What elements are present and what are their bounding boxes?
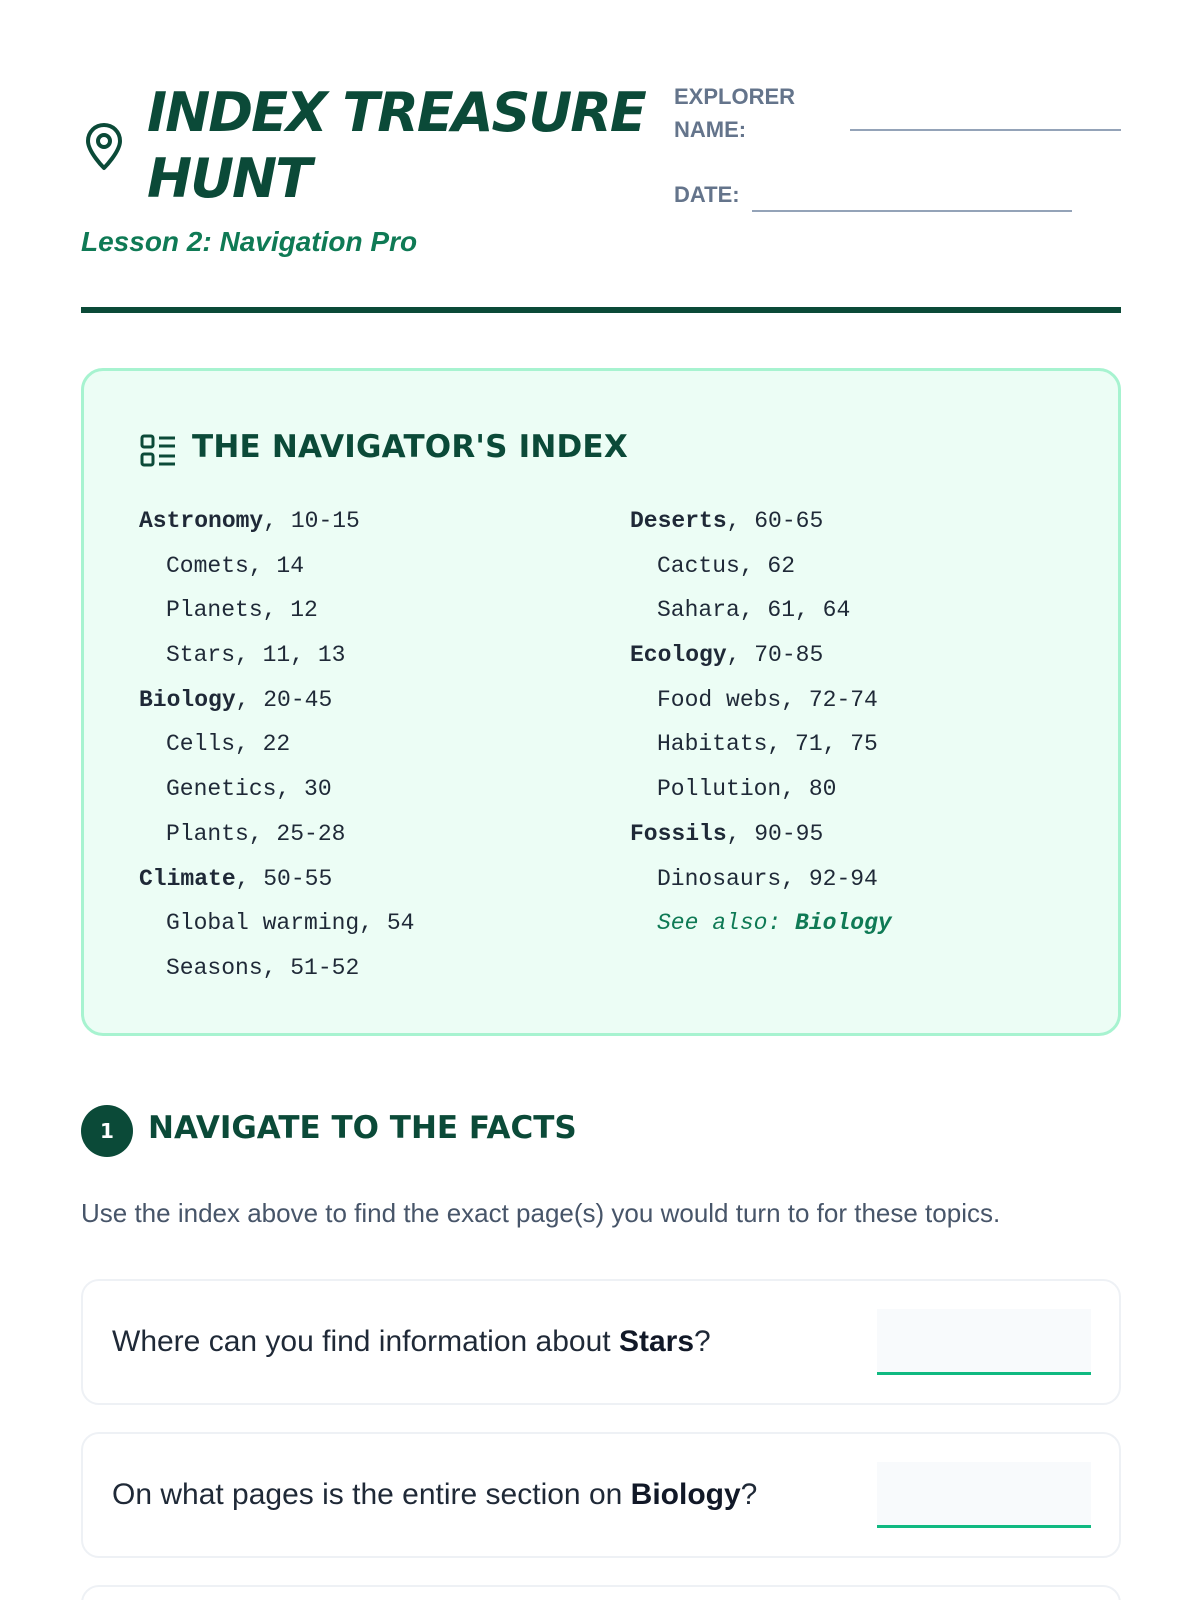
- index-entry: [630, 499, 1090, 544]
- index-term: Ecology: [630, 642, 727, 669]
- index-subentry: [139, 633, 599, 678]
- index-term: Plants: [166, 820, 249, 847]
- index-pages: , 50-55: [235, 865, 333, 892]
- index-term: Biology: [139, 686, 236, 713]
- index-pages: , 51-52: [262, 954, 360, 981]
- index-term: Cactus: [657, 552, 740, 579]
- index-pages: , 70-85: [726, 642, 824, 669]
- index-term: Astronomy: [139, 508, 264, 534]
- index-entry: [139, 678, 599, 723]
- index-pages: , 14: [248, 552, 305, 579]
- index-subentry: [139, 588, 599, 633]
- index-subentry: [139, 722, 599, 767]
- index-subentry: [630, 588, 1090, 633]
- answer-input[interactable]: [877, 1309, 1091, 1375]
- question-card: [81, 1585, 1121, 1600]
- index-title: THE NAVIGATOR'S INDEX: [192, 429, 628, 465]
- index-pages: , 12: [262, 597, 318, 624]
- question-text-part: Where can you find information about: [112, 1325, 619, 1358]
- question-text-part: ?: [694, 1325, 711, 1358]
- question-text-part: ?: [740, 1478, 758, 1511]
- index-pages: , 92-94: [781, 865, 878, 892]
- index-entry: [139, 857, 599, 902]
- index-column-left: [139, 499, 599, 991]
- index-term: Fossils: [630, 820, 727, 847]
- index-subentry: [630, 678, 1090, 723]
- navigators-index-panel: [81, 368, 1121, 1036]
- index-subentry: [630, 767, 1090, 812]
- index-term: Pollution: [657, 776, 782, 803]
- index-pages: , 90-95: [726, 820, 824, 847]
- question-text-part: On what pages is the entire section on: [112, 1478, 631, 1511]
- index-pages: , 10-15: [263, 508, 360, 534]
- index-subentry: [630, 544, 1090, 589]
- index-subentry: [139, 946, 599, 991]
- explorer-name-label: EXPLORER NAME:: [674, 84, 796, 142]
- index-subentry: [139, 544, 599, 589]
- index-entry: [630, 633, 1090, 678]
- question-card: [81, 1432, 1121, 1558]
- index-column-right: [630, 499, 1090, 946]
- question-keyword: Stars: [618, 1325, 694, 1358]
- index-term: Climate: [139, 865, 236, 892]
- see-also-reference: [630, 901, 1090, 946]
- question-text: [112, 1434, 757, 1556]
- section-instructions: Use the index above to find the exact page(s) you would turn to for these topics.: [81, 1198, 1001, 1228]
- page-title: INDEX TREASURE HUNT: [147, 81, 645, 210]
- index-entry: [139, 499, 599, 544]
- question-text: [112, 1281, 711, 1403]
- index-subentry: [630, 722, 1090, 767]
- index-pages: , 80: [781, 776, 837, 803]
- index-term: Food webs: [657, 686, 782, 713]
- index-pages: , 61, 64: [739, 597, 851, 624]
- list-icon: [140, 433, 176, 469]
- header-divider: [81, 307, 1121, 313]
- index-pages: , 20-45: [235, 686, 333, 713]
- section-number-badge: 1: [81, 1105, 133, 1157]
- index-term: Habitats: [657, 731, 768, 758]
- index-term: Deserts: [630, 508, 727, 534]
- lesson-subtitle: Lesson 2: Navigation Pro: [81, 226, 418, 257]
- index-subentry: [139, 767, 599, 812]
- index-term: Seasons: [166, 954, 263, 981]
- index-term: Planets: [166, 597, 263, 624]
- index-pages: , 60-65: [726, 508, 824, 534]
- question-card: [81, 1279, 1121, 1405]
- see-also-link: Biology: [795, 910, 892, 937]
- index-term: Cells: [166, 731, 236, 758]
- index-pages: , 22: [235, 731, 291, 758]
- index-pages: , 30: [276, 776, 332, 803]
- index-subentry: [139, 812, 599, 857]
- worksheet-header: [81, 80, 1121, 316]
- index-pages: , 54: [359, 910, 415, 937]
- section-title: NAVIGATE TO THE FACTS: [148, 1110, 577, 1146]
- index-entry: [630, 812, 1090, 857]
- map-pin-icon: [85, 122, 123, 172]
- date-line[interactable]: [752, 210, 1072, 212]
- index-term: Sahara: [657, 597, 740, 624]
- question-keyword: Biology: [630, 1478, 741, 1511]
- index-term: Global warming: [166, 910, 360, 937]
- index-pages: , 62: [739, 552, 796, 579]
- index-term: Comets: [166, 552, 249, 579]
- index-term: Dinosaurs: [657, 865, 782, 892]
- index-pages: , 11, 13: [235, 642, 346, 669]
- date-label: DATE:: [674, 182, 740, 207]
- index-subentry: [139, 901, 599, 946]
- explorer-name-line[interactable]: [850, 129, 1121, 131]
- index-pages: , 25-28: [248, 820, 346, 847]
- answer-input[interactable]: [877, 1462, 1091, 1528]
- index-term: Stars: [166, 642, 236, 669]
- see-also-prefix: See also:: [657, 910, 796, 937]
- index-pages: , 71, 75: [767, 731, 878, 758]
- index-term: Genetics: [166, 776, 277, 803]
- index-subentry: [630, 857, 1090, 902]
- index-pages: , 72-74: [781, 686, 878, 713]
